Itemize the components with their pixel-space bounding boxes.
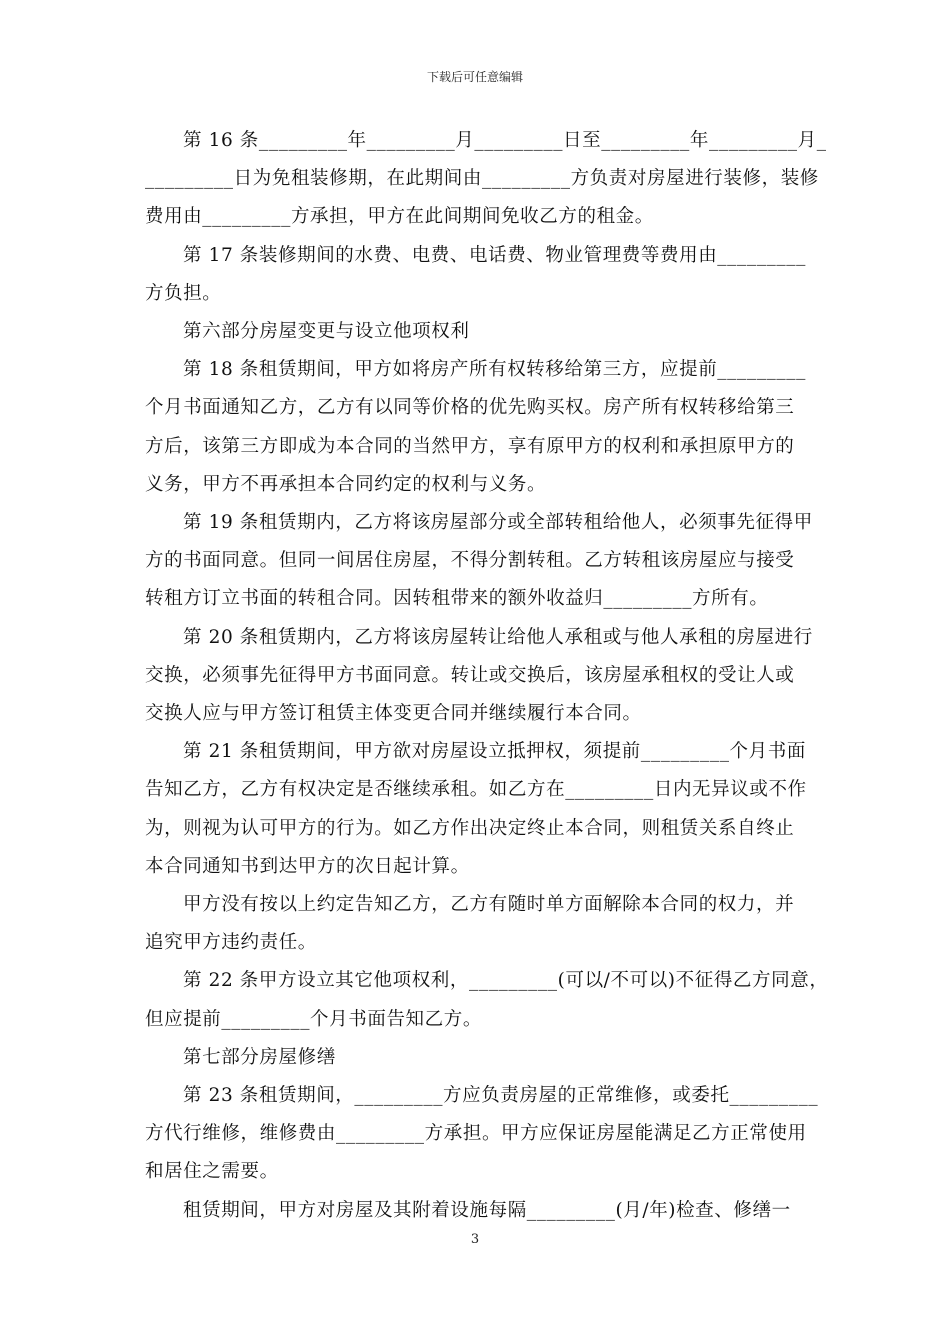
clause-23-inspection [145,1192,807,1230]
clause-21 [145,733,807,886]
text-line: _________日为免租装修期，在此期间由_________方负责对房屋进行装修，装修 [145,168,819,190]
clause-17 [145,237,807,313]
page-header: 下载后可任意编辑 [426,70,523,84]
clause-21-supplement [145,886,807,962]
page-number: 3 [470,1232,480,1247]
text-line: 本合同通知书到达甲方的次日起计算。 [145,855,470,877]
text-line: 方负担。 [145,282,222,304]
text-line: 第 23 条租赁期间，_________方应负责房屋的正常维修，或委托_________ [183,1085,819,1107]
clause-19 [145,504,813,619]
text-line: 方后，该第三方即成为本合同的当然甲方，享有原甲方的权利和承担原甲方的 [145,435,795,457]
text-line: 第 17 条装修期间的水费、电费、电话费、物业管理费等费用由_________ [183,244,806,266]
clause-22 [145,962,829,1038]
text-line: 甲方没有按以上约定告知乙方，乙方有随时单方面解除本合同的权力，并 [183,894,795,916]
clause-16 [145,122,827,237]
text-line: 义务，甲方不再承担本合同约定的权利与义务。 [145,473,547,495]
section-heading-part-7 [145,1039,807,1077]
document-body [145,122,829,1230]
text-line: 第 22 条甲方设立其它他项权利，_________(可以/不可以)不征得乙方同意， [183,970,829,992]
text-line: 第 18 条租赁期间，甲方如将房产所有权转移给第三方，应提前_________ [183,359,806,381]
text-line: 告知乙方，乙方有权决定是否继续承租。如乙方在_________日内无异议或不作 [145,779,807,801]
text-line: 交换，必须事先征得甲方书面同意。转让或交换后，该房屋承租权的受让人或 [145,664,795,686]
text-line: 转租方订立书面的转租合同。因转租带来的额外收益归_________方所有。 [145,588,769,610]
text-line: 方的书面同意。但同一间居住房屋，不得分割转租。乙方转租该房屋应与接受 [145,550,795,572]
text-line: 方代行维修，维修费由_________方承担。甲方应保证房屋能满足乙方正常使用 [145,1123,807,1145]
text-line: 但应提前_________个月书面告知乙方。 [145,1008,482,1030]
text-line: 第 16 条_________年_________月_________日至_________年_________月_ [183,130,827,151]
clause-23 [145,1077,819,1192]
text-line: 交换人应与甲方签订租赁主体变更合同并继续履行本合同。 [145,703,642,725]
text-line: 和居住之需要。 [145,1161,279,1183]
text-line: 个月书面通知乙方，乙方有以同等价格的优先购买权。房产所有权转移给第三 [145,397,795,419]
text-line: 为，则视为认可甲方的行为。如乙方作出决定终止本合同，则租赁关系自终止 [145,817,795,839]
text-line: 第六部分房屋变更与设立他项权利 [183,321,470,343]
clause-18 [145,351,807,504]
text-line: 第七部分房屋修缮 [183,1046,336,1068]
text-line: 第 20 条租赁期内，乙方将该房屋转让给他人承租或与他人承租的房屋进行 [183,626,813,648]
text-line: 第 21 条租赁期间，甲方欲对房屋设立抵押权，须提前_________个月书面 [183,741,806,763]
clause-20 [145,619,813,734]
text-line: 第 19 条租赁期内，乙方将该房屋部分或全部转租给他人，必须事先征得甲 [183,512,813,534]
section-heading-part-6 [145,313,807,351]
text-line: 费用由_________方承担，甲方在此间期间免收乙方的租金。 [145,206,654,228]
text-line: 追究甲方违约责任。 [145,932,317,954]
text-line: 租赁期间，甲方对房屋及其附着设施每隔_________(月/年)检查、修缮一 [183,1199,791,1221]
